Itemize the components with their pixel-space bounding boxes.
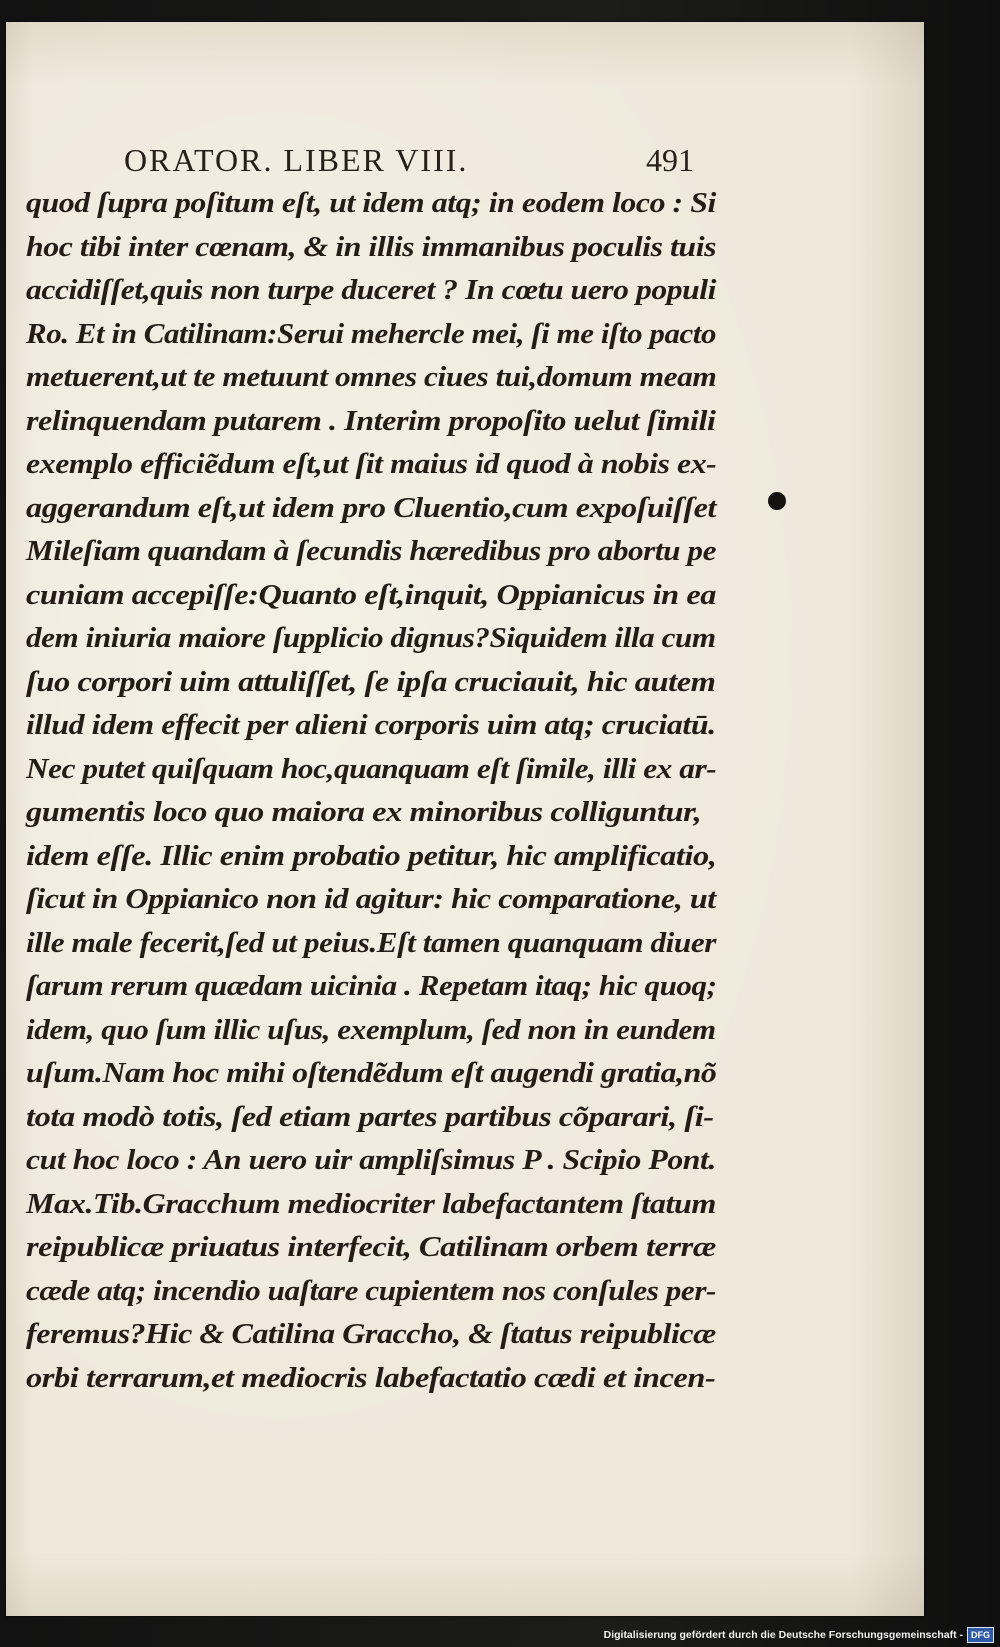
- credit-text: Digitalisierung gefördert durch die Deutsche Forschungsgemeinschaft -: [603, 1629, 963, 1641]
- text-line: dem iniuria maiore ſupplicio dignus?Siquidem illa cum: [26, 622, 716, 654]
- text-line: orbi terrarum,et mediocris labefactatio cædi et incen-: [26, 1361, 716, 1394]
- text-line: cæde atq; incendio uaſtare cupientem nos conſules per-: [26, 1274, 716, 1307]
- text-line: uſum.Nam hoc mihi oſtendẽdum eſt augendi gratia,nõ: [26, 1057, 717, 1089]
- digitization-credit: [604, 1627, 994, 1643]
- book-page: [6, 22, 924, 1616]
- text-line: hoc tibi inter cœnam, & in illis immanibus poculis tuis: [26, 230, 717, 263]
- text-line: reipublicæ priuatus interfecit, Catilinam orbem terræ: [26, 1231, 716, 1263]
- text-line: Ro. Et in Catilinam:Serui mehercle mei, ſi me iſto pacto: [26, 317, 717, 350]
- text-line: relinquendam putarem . Interim propoſito uelut ſimili: [26, 404, 716, 437]
- text-line: exemplo efficiẽdum eſt,ut ſit maius id quod à nobis ex-: [26, 448, 717, 480]
- text-line: ille male fecerit,ſed ut peius.Eſt tamen quanquam diuer: [26, 926, 716, 959]
- body-text: [26, 182, 726, 1400]
- text-line: ſicut in Oppianico non id agitur: hic comparatione, ut: [26, 883, 716, 915]
- text-line: cut hoc loco : An uero uir ampliſsimus P . Scipio Pont.: [26, 1144, 716, 1176]
- text-line: Mileſiam quandam à ſecundis hæredibus pro abortu pe: [26, 535, 717, 567]
- text-line: idem eſſe. Illic enim probatio petitur, hic amplificatio,: [26, 839, 717, 872]
- ink-spot: [768, 492, 786, 510]
- text-line: Nec putet quiſquam hoc,quanquam eſt ſimile, illi ex ar-: [26, 752, 717, 785]
- text-line: Max.Tib.Gracchum mediocriter labefactantem ſtatum: [26, 1187, 716, 1220]
- text-line: idem, quo ſum illic uſus, exemplum, ſed non in eundem: [26, 1013, 716, 1046]
- text-line: tota modò totis, ſed etiam partes partibus cõparari, ſi-: [26, 1100, 714, 1133]
- text-line: cuniam accepiſſe:Quanto eſt,inquit, Oppianicus in ea: [26, 578, 717, 611]
- text-line: accidiſſet,quis non turpe duceret ? In cœtu uero populi: [26, 274, 716, 306]
- page-number: 491: [646, 142, 694, 178]
- text-line: feremus?Hic & Catilina Graccho, & ſtatus reipublicæ: [26, 1318, 716, 1350]
- text-line: ſuo corpori uim attuliſſet, ſe ipſa cruciauit, hic autem: [26, 665, 716, 698]
- running-head: [124, 140, 694, 180]
- text-line: aggerandum eſt,ut idem pro Cluentio,cum expoſuiſſet: [26, 491, 717, 524]
- text-line: gumentis loco quo maiora ex minoribus colliguntur,: [26, 796, 702, 828]
- running-title: ORATOR. LIBER VIII.: [124, 142, 469, 178]
- text-line: ſarum rerum quædam uicinia . Repetam itaq; hic quoq;: [26, 970, 717, 1002]
- dfg-logo: DFG: [967, 1627, 994, 1643]
- text-line: quod ſupra poſitum eſt, ut idem atq; in eodem loco : Si: [26, 187, 716, 219]
- text-line: illud idem effecit per alieni corporis uim atq; cruciatū.: [26, 709, 716, 741]
- text-line: metuerent,ut te metuunt omnes ciues tui,domum meam: [26, 361, 717, 393]
